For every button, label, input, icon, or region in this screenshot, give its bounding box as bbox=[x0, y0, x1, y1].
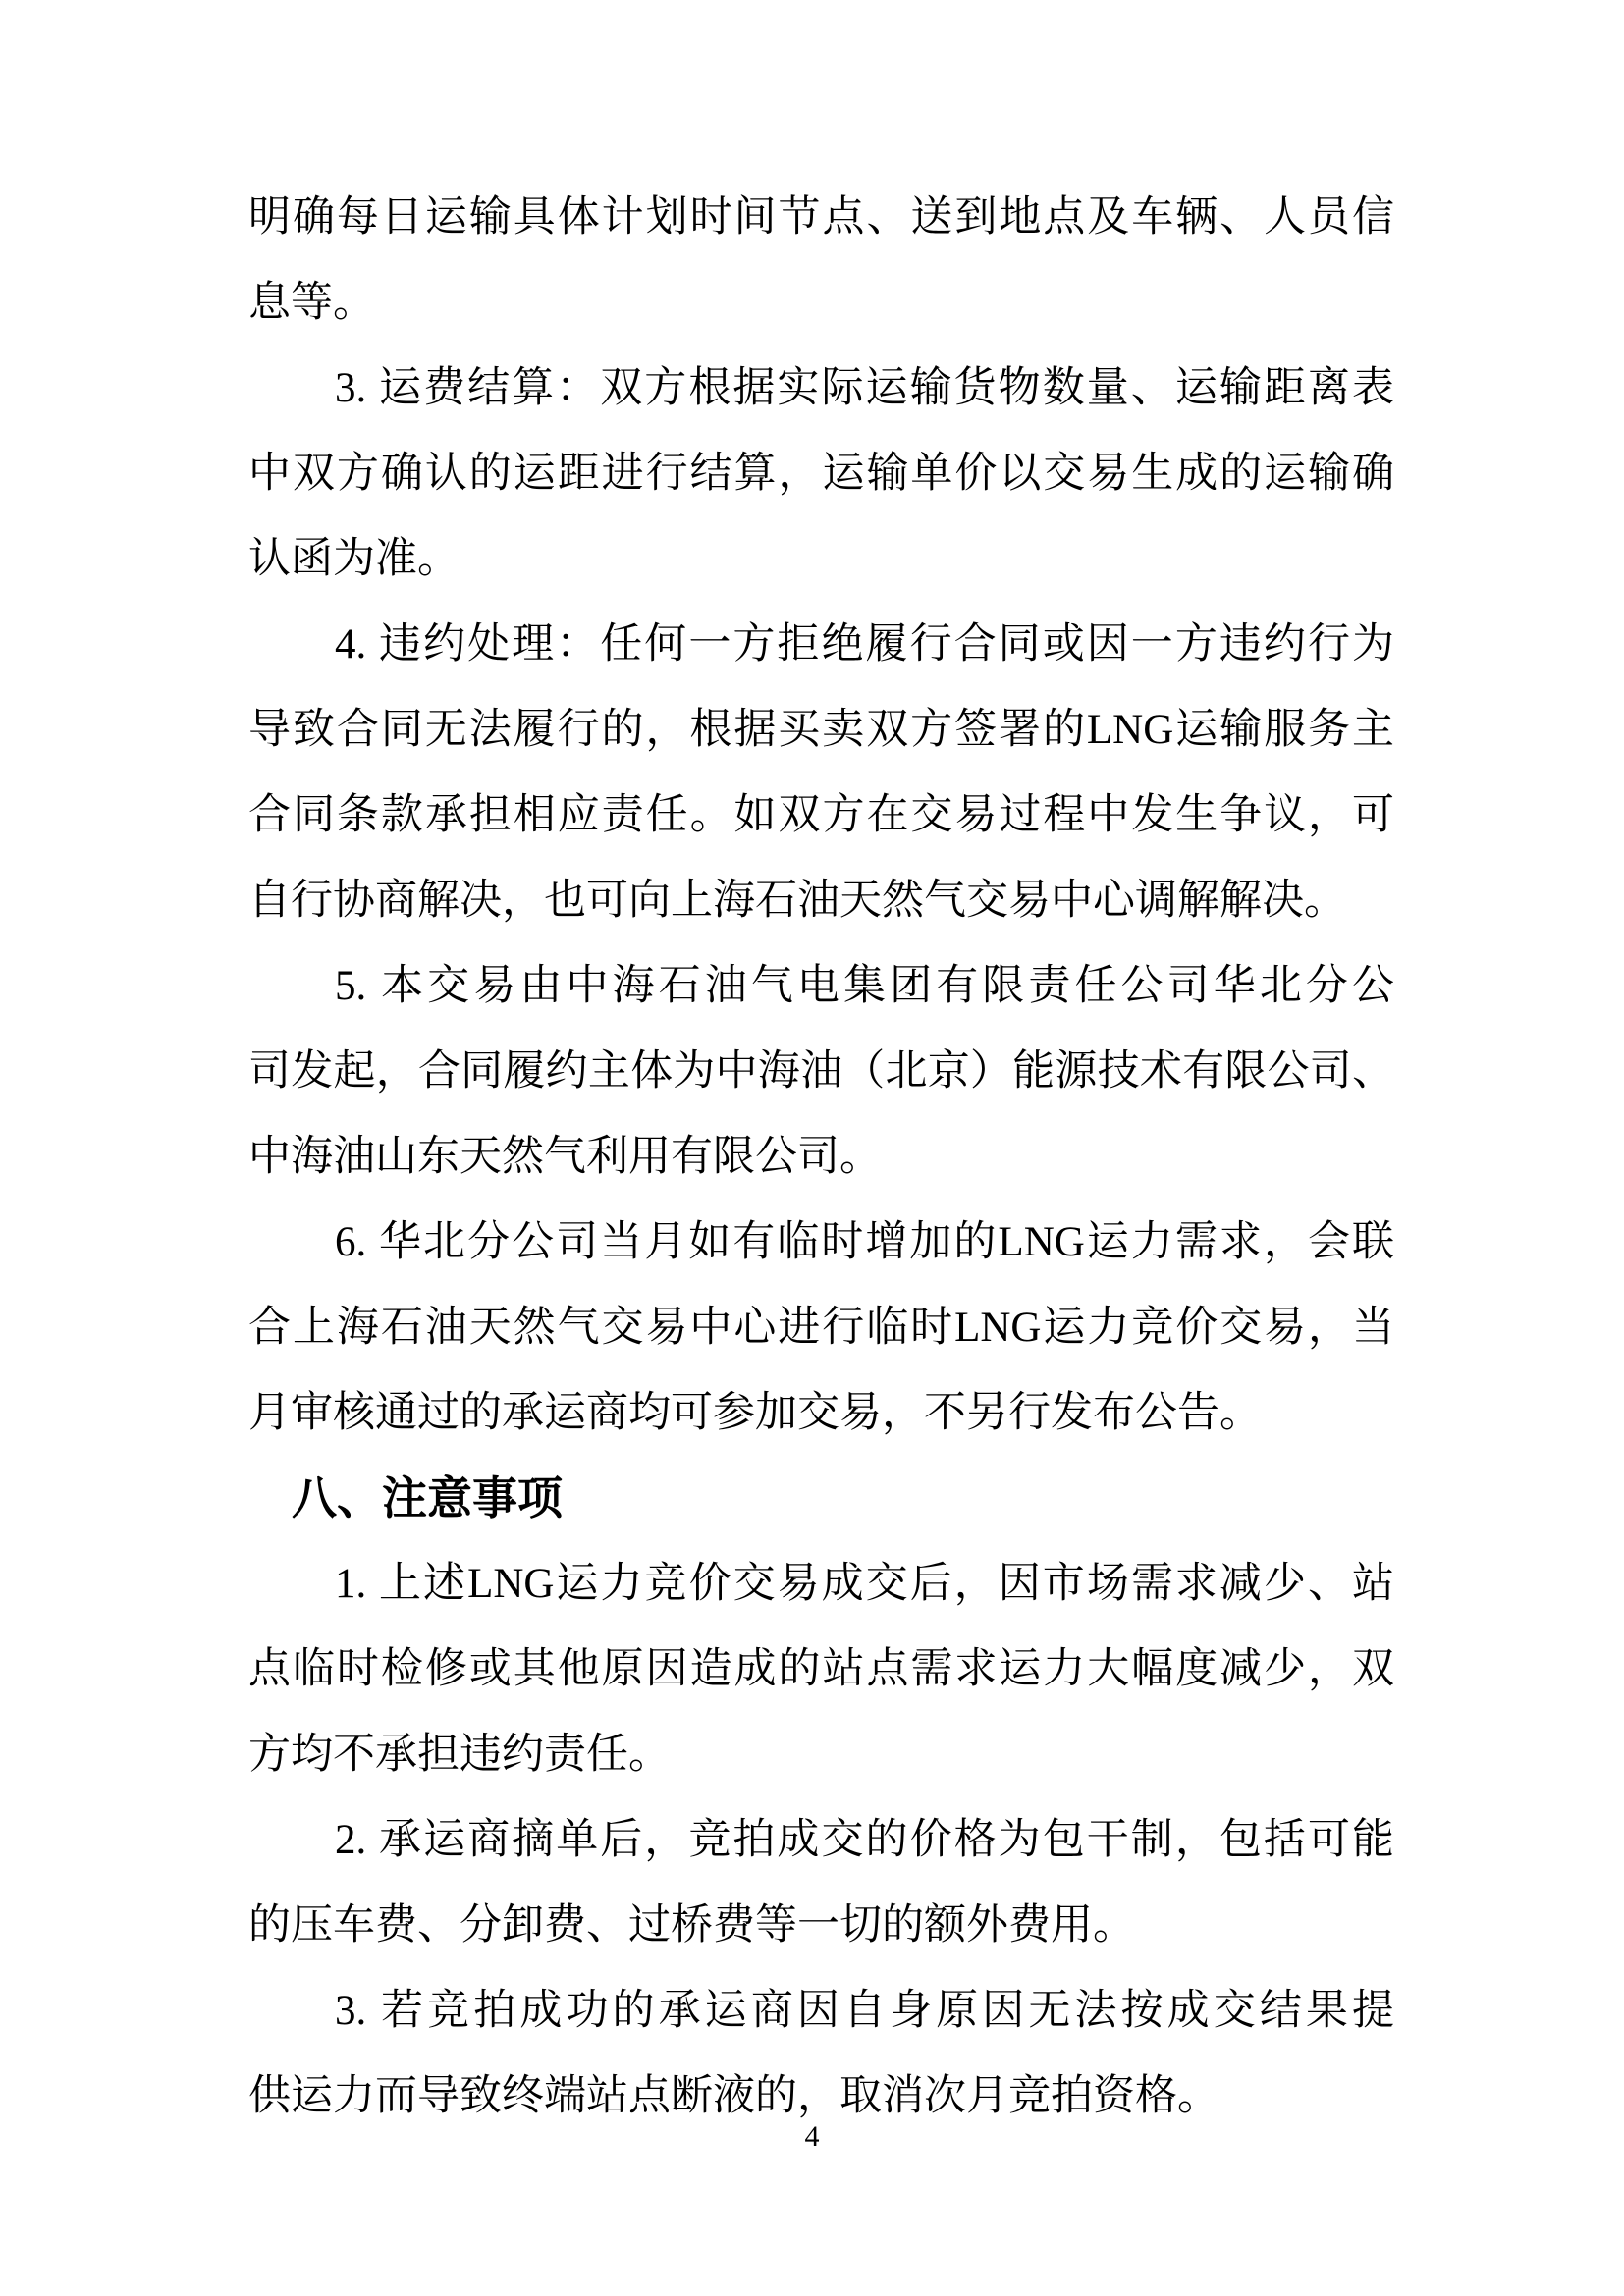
text-line: 4. 违约处理：任何一方拒绝履行合同或因一方违约行为 bbox=[335, 621, 1394, 667]
text-line: 点临时检修或其他原因造成的站点需求运力大幅度减少，双 bbox=[248, 1646, 1394, 1692]
text-line: 1. 上述LNG运力竞价交易成交后，因市场需求减少、站 bbox=[335, 1561, 1394, 1607]
text-line: 3. 若竞拍成功的承运商因自身原因无法按成交结果提 bbox=[335, 1988, 1394, 2034]
text-line: 3. 运费结算：双方根据实际运输货物数量、运输距离表 bbox=[335, 365, 1394, 411]
text-line: 的压车费、分卸费、过桥费等一切的额外费用。 bbox=[248, 1902, 1135, 1949]
text-line: 息等。 bbox=[248, 280, 375, 326]
text-line: 5. 本交易由中海石油气电集团有限责任公司华北分公 bbox=[335, 963, 1394, 1009]
text-line: 自行协商解决，也可向上海石油天然气交易中心调解解决。 bbox=[248, 878, 1346, 924]
page-number: 4 bbox=[804, 2120, 820, 2153]
text-line: 中双方确认的运距进行结算，运输单价以交易生成的运输确 bbox=[248, 451, 1394, 497]
text-line: 2. 承运商摘单后，竞拍成交的价格为包干制，包括可能 bbox=[335, 1817, 1394, 1863]
text-line: 合上海石油天然气交易中心进行临时LNG运力竞价交易，当 bbox=[248, 1305, 1394, 1351]
text-line: 导致合同无法履行的，根据买卖双方签署的LNG运输服务主 bbox=[248, 707, 1394, 753]
text-line: 方均不承担违约责任。 bbox=[248, 1732, 671, 1778]
text-line: 供运力而导致终端站点断液的，取消次月竞拍资格。 bbox=[248, 2073, 1219, 2119]
document-body bbox=[248, 175, 1394, 2139]
text-line: 月审核通过的承运商均可参加交易，不另行发布公告。 bbox=[248, 1390, 1262, 1436]
text-line: 6. 华北分公司当月如有临时增加的LNG运力需求，会联 bbox=[335, 1219, 1394, 1265]
text-line: 明确每日运输具体计划时间节点、送到地点及车辆、人员信 bbox=[248, 194, 1394, 240]
text-line: 中海油山东天然气利用有限公司。 bbox=[248, 1134, 882, 1180]
section-heading: 八、注意事项 bbox=[292, 1473, 563, 1523]
text-line: 认函为准。 bbox=[248, 536, 460, 582]
text-line: 司发起，合同履约主体为中海油（北京）能源技术有限公司、 bbox=[248, 1048, 1394, 1095]
text-line: 合同条款承担相应责任。如双方在交易过程中发生争议，可 bbox=[248, 792, 1394, 838]
